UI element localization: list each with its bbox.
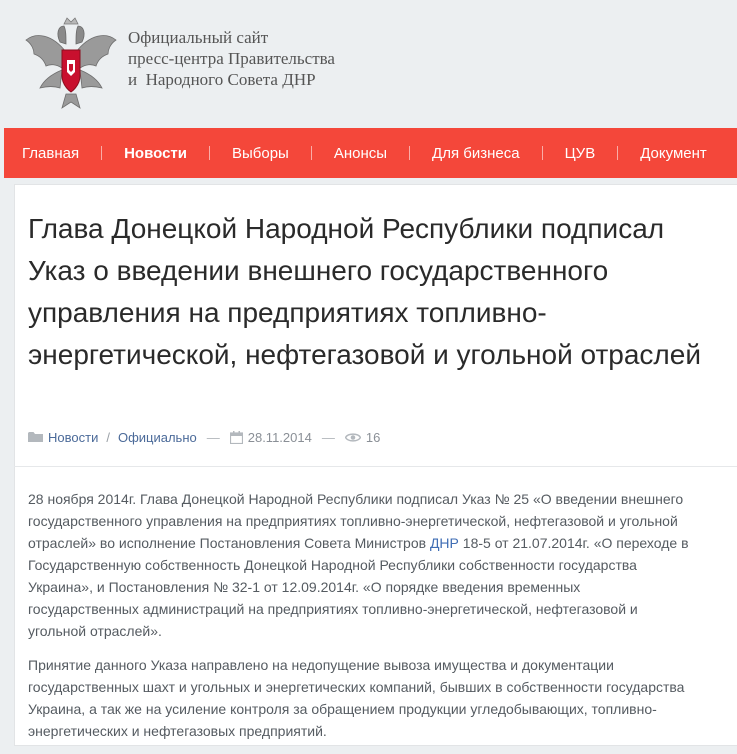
site-title-line: и Народного Совета ДНР bbox=[128, 70, 316, 89]
meta-separator: — bbox=[206, 429, 220, 445]
nav-item-elections[interactable]: Выборы bbox=[232, 144, 289, 162]
article-paragraph: Принятие данного Указа направлено на недопущение вывоза имущества и документации государственных шахт и угольных и энергетических компаний, бывших в собственности государства Украина, а так же на усиление контроля за обращением продукции угледобывающих, топливно-энергетических и нефтегазовых предприятий. bbox=[28, 657, 685, 739]
nav-separator bbox=[209, 146, 210, 160]
article-date: 28.11.2014 bbox=[247, 429, 312, 445]
folder-icon bbox=[28, 431, 43, 443]
calendar-icon bbox=[230, 431, 243, 444]
nav-item-news[interactable]: Новости bbox=[124, 144, 187, 162]
nav-separator bbox=[311, 146, 312, 160]
nav-item-announcements[interactable]: Анонсы bbox=[333, 144, 388, 162]
breadcrumb-separator: / bbox=[106, 429, 110, 445]
eye-icon bbox=[345, 432, 361, 443]
paragraph-text: 18-5 от 21.07.2014г. «О переходе в Государственную собственность Донецкой Народной Республики собственности государства Украина», и Постановления № 32-1 от 12.09.2014г. «О порядке введения временных государственных администраций на предприятиях топливно-энергетической, нефтегазовой и угольной отраслей». bbox=[28, 535, 689, 639]
nav-item-documents[interactable]: Документ bbox=[640, 144, 707, 162]
nav-item-cuv[interactable]: ЦУВ bbox=[564, 144, 596, 162]
coat-of-arms-icon[interactable] bbox=[22, 14, 120, 112]
article-paragraph bbox=[28, 488, 694, 642]
article-meta bbox=[28, 428, 380, 446]
meta-separator: — bbox=[321, 429, 335, 445]
nav-separator bbox=[617, 146, 618, 160]
article-body bbox=[28, 488, 694, 754]
site-title-line: Официальный сайт bbox=[128, 28, 269, 47]
main-nav bbox=[4, 128, 737, 178]
nav-separator bbox=[101, 146, 102, 160]
view-count: 16 bbox=[365, 429, 381, 445]
nav-item-home[interactable]: Главная bbox=[22, 144, 80, 162]
divider bbox=[14, 466, 737, 467]
paragraph-text: 28 ноября 2014г. Глава Донецкой Народной Республики подписал Указ № 25 «О введении внешнего государственного управления на предприятиях топливно-энергетической, нефтегазовой и угольной отраслей» во исполнение Постановления Совета Министров bbox=[28, 491, 684, 551]
site-title[interactable] bbox=[128, 27, 335, 90]
nav-separator bbox=[542, 146, 543, 160]
subcategory-link[interactable]: Официально bbox=[117, 429, 197, 445]
nav-item-business[interactable]: Для бизнеса bbox=[432, 144, 520, 162]
category-link[interactable]: Новости bbox=[48, 429, 99, 445]
article-title: Глава Донецкой Народной Республики подписал Указ о введении внешнего государственного управления на предприятиях топливно-энергетической, нефтегазовой и угольной отраслей bbox=[28, 213, 701, 370]
nav-separator bbox=[409, 146, 410, 160]
site-header bbox=[0, 0, 737, 128]
dnr-link[interactable]: ДНР bbox=[429, 535, 459, 551]
site-title-line: пресс-центра Правительства bbox=[128, 49, 335, 68]
